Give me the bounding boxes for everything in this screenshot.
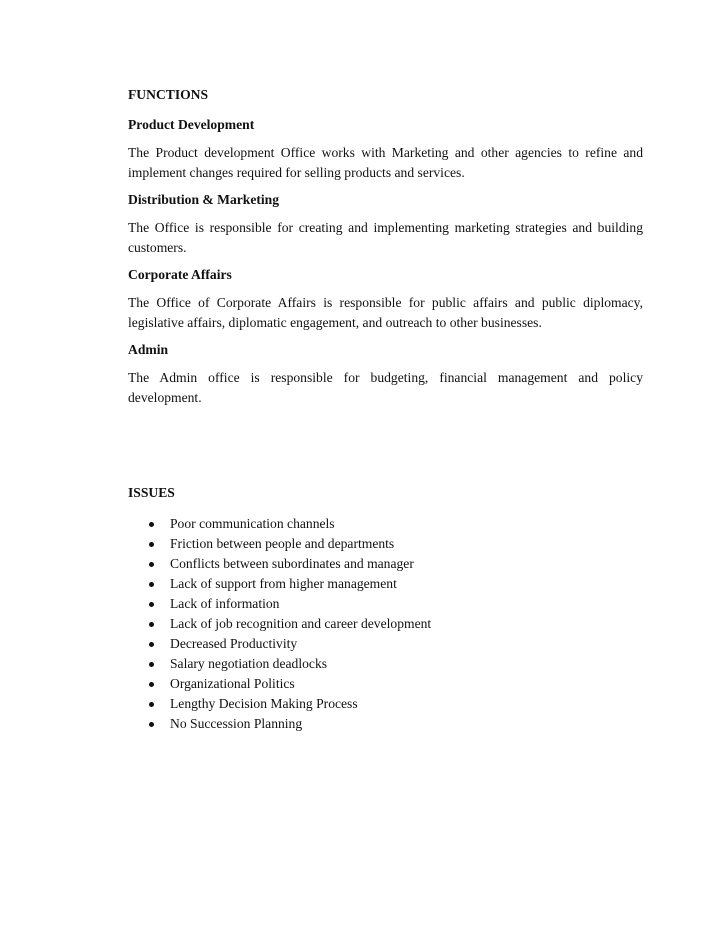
functions-heading: FUNCTIONS <box>128 87 209 102</box>
issues-list <box>128 514 643 734</box>
issue-text: Lengthy Decision Making Process <box>170 696 358 711</box>
bullet-icon <box>149 522 154 527</box>
section-title-distribution-marketing: Distribution & Marketing <box>128 192 280 207</box>
list-item <box>128 634 643 654</box>
bullet-icon <box>149 702 154 707</box>
list-item <box>128 714 643 734</box>
list-item <box>128 554 643 574</box>
list-item <box>128 694 643 714</box>
bullet-icon <box>149 722 154 727</box>
issue-text: Poor communication channels <box>170 516 335 531</box>
bullet-icon <box>149 662 154 667</box>
bullet-icon <box>149 602 154 607</box>
bullet-icon <box>149 562 154 567</box>
section-title-admin: Admin <box>128 342 169 357</box>
section-title-product-development: Product Development <box>128 117 255 132</box>
bullet-icon <box>149 642 154 647</box>
issue-text: Lack of support from higher management <box>170 576 397 591</box>
list-item <box>128 514 643 534</box>
issue-text: Salary negotiation deadlocks <box>170 656 328 671</box>
section-body-product-development: The Product development Office works with Marketing and other agencies to refine and implement changes required for selling products and services. <box>128 145 643 180</box>
issue-text: Organizational Politics <box>170 676 295 691</box>
list-item <box>128 534 643 554</box>
section-body-corporate-affairs: The Office of Corporate Affairs is responsible for public affairs and public diplomacy, legislative affairs, diplomatic engagement, and outreach to other businesses. <box>128 295 643 330</box>
issues-heading: ISSUES <box>128 485 175 500</box>
bullet-icon <box>149 542 154 547</box>
list-item <box>128 574 643 594</box>
section-title-corporate-affairs: Corporate Affairs <box>128 267 232 282</box>
list-item <box>128 674 643 694</box>
bullet-icon <box>149 582 154 587</box>
document-page <box>128 86 643 734</box>
list-item <box>128 654 643 674</box>
issue-text: Lack of information <box>170 596 280 611</box>
section-body-distribution-marketing: The Office is responsible for creating and implementing marketing strategies and building customers. <box>128 220 643 255</box>
list-item <box>128 614 643 634</box>
issue-text: Decreased Productivity <box>170 636 298 651</box>
issue-text: No Succession Planning <box>170 716 303 731</box>
issue-text: Friction between people and departments <box>170 536 395 551</box>
bullet-icon <box>149 682 154 687</box>
issue-text: Lack of job recognition and career development <box>170 616 432 631</box>
section-body-admin: The Admin office is responsible for budgeting, financial management and policy development. <box>128 370 643 405</box>
bullet-icon <box>149 622 154 627</box>
issue-text: Conflicts between subordinates and manager <box>170 556 414 571</box>
list-item <box>128 594 643 614</box>
